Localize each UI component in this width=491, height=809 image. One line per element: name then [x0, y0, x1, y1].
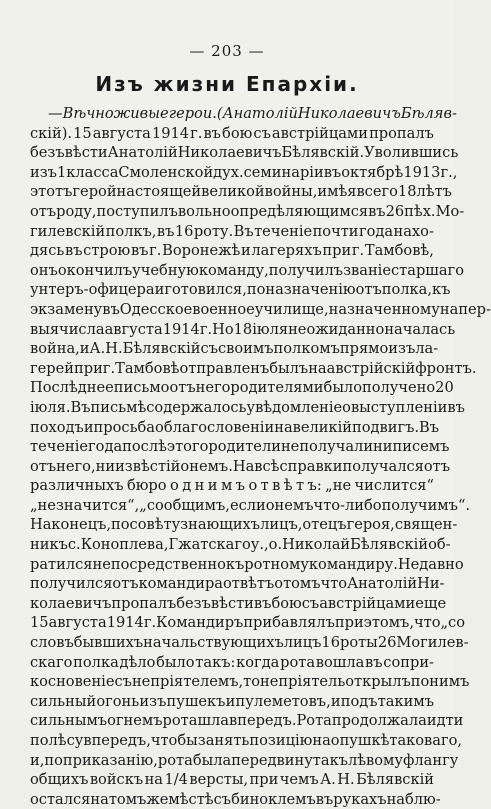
text-line: онъ окончилъ учебную команду, получилъ званіе старшаго: [30, 261, 464, 279]
text-line: получился отъ командира отвѣтъ о томъ что Анатолій Ни-: [30, 575, 445, 593]
text-line: общихъ войскъ на 1/4 версты, при чемъ А. Н. Бѣлявскій: [30, 771, 434, 789]
article-body: [30, 104, 491, 809]
text-line: и, по приказанію, рота была передвинута къ лѣвому флангу: [30, 751, 459, 769]
page-number: — 203 —: [189, 42, 265, 60]
text-line: изъ 1 класса Смоленской дух. семинаріи въ октябрѣ 1913 г.,: [30, 163, 458, 181]
text-line: выя числа августа 1914 г. Но 18 іюля неожиданно началась: [30, 320, 456, 338]
text-line: іюля. Въ письмѣ содержалось увѣдомленіе о выступленіи въ: [30, 398, 465, 416]
text-line: отъ него, ни извѣстій о немъ. На всѣ справки получался отъ: [30, 457, 451, 475]
text-line: „не значится“, „сообщимъ, если о немъ что-либо получимъ“.: [30, 496, 471, 514]
text-line: скій). 15 августа 1914 г. въ бою съ австрійцами пропалъ: [30, 124, 434, 142]
text-line: война, и А. Н. Бѣлявскій съ своимъ полкомъ прямо изъ ла-: [30, 340, 439, 358]
text-line: никъ с. Коноплева, Гжатскаго у., о. Николай Бѣлявскій об-: [30, 536, 451, 554]
text-line: безъ вѣсти Анатолій Николаевичъ Бѣлявскій. Уволившись: [30, 144, 459, 162]
text-line: дясь въ строю въ г. Воронежѣ и лагеряхъ при г. Тамбовѣ,: [30, 242, 434, 260]
text-line: Наконецъ, по совѣту знающихъ лицъ, отецъ героя, священ-: [30, 516, 458, 534]
text-line: сильный огонь изъ пушекъ и пулеметовъ, и подъ такимъ: [30, 692, 434, 710]
text-line: — Вѣчно живые герои. (Анатолій Николаевичъ Бѣляв-: [48, 105, 457, 122]
text-line: различныхъ бюро о д н и м ъ о т в ѣ т ъ: „не числится“: [30, 477, 434, 495]
text-line: остался на томъ же мѣстѣ съ биноклемъ въ рукахъ наблю-: [30, 790, 441, 808]
text-line: Послѣднее письмо отъ него родителями было получено 20: [30, 379, 454, 397]
text-line: сильнымъ огнемъ рота шла впередъ. Рота продолжала идти: [30, 712, 464, 730]
text-line: колаевичъ пропалъ безъ вѣсти въ бою съ австрійцами еще: [30, 594, 447, 612]
text-line: косновеніе съ непріятелемъ, то непріятель открылъ по нимъ: [30, 673, 470, 691]
text-line: словъ бывшихъ начальствующихъ лицъ 16 роты 26 Могилев-: [30, 634, 469, 652]
text-line: этотъ герой настоящей великой войны, имѣя всего 18 лѣтъ: [30, 183, 452, 201]
text-line: 15 августа 1914 г. Командиръ прибавлялъ при этомъ, что „со: [30, 614, 466, 632]
text-line: гилевскій полкъ, въ 16 роту. Въ теченіе почти года нахо-: [30, 222, 434, 240]
text-line: по лѣсу впередъ, чтобы занять позицію на опушкѣ таковаго,: [30, 732, 463, 749]
text-line: экзамену въ Одесское военное училище, назначенному на пер-: [30, 300, 491, 318]
section-heading: Изъ жизни Епархіи.: [95, 72, 359, 96]
text-line: герей при г. Тамбовѣ отправленъ былъ на австрійскій фронтъ.: [30, 359, 477, 377]
text-line: унтеръ-офицера и готовился, по назначенію отъ полка, къ: [30, 281, 451, 299]
text-line: отъ роду, поступилъ вольноопредѣляющимся въ 26 пѣх. Мо-: [30, 202, 465, 220]
text-line: теченіе года послѣ этого родители не получали ни писемъ: [30, 438, 450, 456]
text-line: скаго полка дѣло было такъ: когда рота вошла въ сопри-: [30, 653, 434, 671]
text-line: походъ и просьба о благословеніи на великій подвигъ. Въ: [30, 418, 440, 436]
text-line: ратился непосредственно къ ротному командиру. Недавно: [30, 555, 464, 573]
